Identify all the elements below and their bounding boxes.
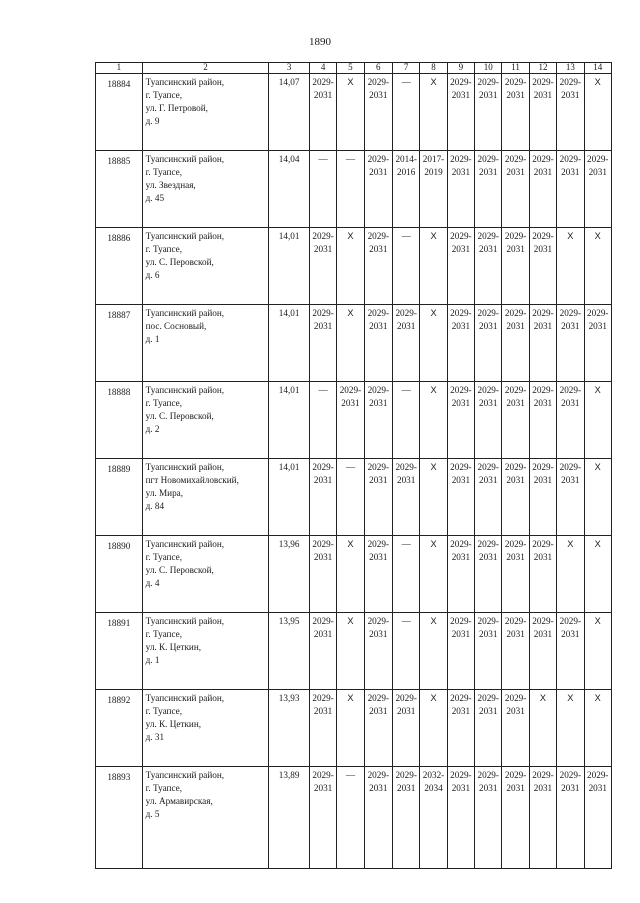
empty-cell bbox=[309, 844, 336, 869]
period-cell-col-7: — bbox=[392, 382, 419, 459]
period-cell-col-8: Х bbox=[420, 613, 447, 690]
period-cell-col-5: 2029-2031 bbox=[337, 382, 364, 459]
period-cell-col-5: Х bbox=[337, 690, 364, 767]
period-cell-col-9: 2029-2031 bbox=[447, 613, 474, 690]
period-cell-col-7: — bbox=[392, 613, 419, 690]
period-cell-col-12: 2029-2031 bbox=[529, 151, 556, 228]
address-line: д. 31 bbox=[145, 732, 165, 742]
address-line: д. 1 bbox=[145, 655, 160, 665]
period-cell-col-12: 2029-2031 bbox=[529, 74, 556, 151]
period-cell-col-12: Х bbox=[529, 690, 556, 767]
empty-cell bbox=[420, 844, 447, 869]
period-cell-col-6: 2029-2031 bbox=[364, 690, 392, 767]
address-line: г. Туапсе, bbox=[145, 629, 183, 639]
period-cell-col-8: Х bbox=[420, 459, 447, 536]
empty-cell bbox=[337, 844, 364, 869]
column-number-9: 9 bbox=[447, 63, 474, 74]
period-cell-col-6: 2029-2031 bbox=[364, 382, 392, 459]
period-cell-col-14: Х bbox=[584, 613, 612, 690]
empty-cell bbox=[557, 844, 584, 869]
area-value: 14,07 bbox=[269, 74, 310, 151]
empty-cell bbox=[502, 844, 529, 869]
address-line: д. 84 bbox=[145, 501, 165, 511]
period-cell-col-8: Х bbox=[420, 305, 447, 382]
table-body bbox=[96, 74, 612, 869]
address-line: д. 9 bbox=[145, 116, 160, 126]
address-line: ул. С. Перовской, bbox=[145, 565, 214, 575]
address-line: д. 6 bbox=[145, 270, 160, 280]
period-cell-col-9: 2029-2031 bbox=[447, 536, 474, 613]
area-value: 14,04 bbox=[269, 151, 310, 228]
column-number-11: 11 bbox=[502, 63, 529, 74]
table-row bbox=[96, 382, 612, 459]
period-cell-col-5: — bbox=[337, 151, 364, 228]
address-cell bbox=[142, 767, 269, 844]
period-cell-col-6: 2029-2031 bbox=[364, 536, 392, 613]
period-cell-col-11: 2029-2031 bbox=[502, 305, 529, 382]
period-cell-col-4: 2029-2031 bbox=[309, 613, 336, 690]
period-cell-col-6: 2029-2031 bbox=[364, 228, 392, 305]
empty-cell bbox=[364, 844, 392, 869]
period-cell-col-5: Х bbox=[337, 228, 364, 305]
empty-cell bbox=[529, 844, 556, 869]
address-line: г. Туапсе, bbox=[145, 398, 183, 408]
period-cell-col-14: Х bbox=[584, 228, 612, 305]
address-line: ул. Г. Петровой, bbox=[145, 103, 208, 113]
period-cell-col-8: Х bbox=[420, 690, 447, 767]
address-line: Туапсинский район, bbox=[145, 231, 225, 241]
period-cell-col-11: 2029-2031 bbox=[502, 382, 529, 459]
table-row bbox=[96, 690, 612, 767]
record-number: 18888 bbox=[96, 382, 143, 459]
table-row bbox=[96, 305, 612, 382]
period-cell-col-8: Х bbox=[420, 382, 447, 459]
period-cell-col-8: Х bbox=[420, 536, 447, 613]
area-value: 14,01 bbox=[269, 228, 310, 305]
period-cell-col-5: — bbox=[337, 767, 364, 844]
address-line: г. Туапсе, bbox=[145, 167, 183, 177]
period-cell-col-7: — bbox=[392, 536, 419, 613]
address-cell bbox=[142, 305, 269, 382]
column-number-6: 6 bbox=[364, 63, 392, 74]
period-cell-col-7: 2029-2031 bbox=[392, 767, 419, 844]
period-cell-col-11: 2029-2031 bbox=[502, 74, 529, 151]
period-cell-col-5: Х bbox=[337, 305, 364, 382]
empty-cell bbox=[475, 844, 502, 869]
column-number-4: 4 bbox=[309, 63, 336, 74]
period-cell-col-10: 2029-2031 bbox=[475, 151, 502, 228]
address-line: г. Туапсе, bbox=[145, 552, 183, 562]
period-cell-col-13: Х bbox=[557, 690, 584, 767]
empty-cell bbox=[142, 844, 269, 869]
column-number-3: 3 bbox=[269, 63, 310, 74]
column-number-7: 7 bbox=[392, 63, 419, 74]
period-cell-col-12: 2029-2031 bbox=[529, 382, 556, 459]
address-line: Туапсинский район, bbox=[145, 308, 225, 318]
period-cell-col-8: 2017-2019 bbox=[420, 151, 447, 228]
column-number-1: 1 bbox=[96, 63, 143, 74]
column-number-12: 12 bbox=[529, 63, 556, 74]
period-cell-col-10: 2029-2031 bbox=[475, 536, 502, 613]
period-cell-col-11: 2029-2031 bbox=[502, 459, 529, 536]
period-cell-col-6: 2029-2031 bbox=[364, 459, 392, 536]
address-line: д. 45 bbox=[145, 193, 165, 203]
address-line: Туапсинский район, bbox=[145, 770, 225, 780]
period-cell-col-9: 2029-2031 bbox=[447, 228, 474, 305]
record-number: 18886 bbox=[96, 228, 143, 305]
period-cell-col-13: 2029-2031 bbox=[557, 767, 584, 844]
record-number: 18893 bbox=[96, 767, 143, 844]
period-cell-col-4: — bbox=[309, 382, 336, 459]
period-cell-col-9: 2029-2031 bbox=[447, 382, 474, 459]
address-line: г. Туапсе, bbox=[145, 706, 183, 716]
period-cell-col-9: 2029-2031 bbox=[447, 690, 474, 767]
area-value: 14,01 bbox=[269, 305, 310, 382]
period-cell-col-4: 2029-2031 bbox=[309, 305, 336, 382]
period-cell-col-13: Х bbox=[557, 228, 584, 305]
address-line: ул. К. Цеткин, bbox=[145, 642, 202, 652]
area-value: 14,01 bbox=[269, 382, 310, 459]
period-cell-col-4: — bbox=[309, 151, 336, 228]
address-cell bbox=[142, 228, 269, 305]
period-cell-col-12: 2029-2031 bbox=[529, 767, 556, 844]
period-cell-col-4: 2029-2031 bbox=[309, 459, 336, 536]
record-number: 18892 bbox=[96, 690, 143, 767]
address-line: ул. Звездная, bbox=[145, 180, 196, 190]
period-cell-col-10: 2029-2031 bbox=[475, 305, 502, 382]
table-row bbox=[96, 228, 612, 305]
period-cell-col-7: — bbox=[392, 228, 419, 305]
address-line: Туапсинский район, bbox=[145, 616, 225, 626]
period-cell-col-4: 2029-2031 bbox=[309, 74, 336, 151]
table-row bbox=[96, 459, 612, 536]
period-cell-col-9: 2029-2031 bbox=[447, 74, 474, 151]
period-cell-col-10: 2029-2031 bbox=[475, 690, 502, 767]
period-cell-col-9: 2029-2031 bbox=[447, 459, 474, 536]
address-cell bbox=[142, 690, 269, 767]
period-cell-col-8: Х bbox=[420, 228, 447, 305]
address-line: г. Туапсе, bbox=[145, 244, 183, 254]
period-cell-col-10: 2029-2031 bbox=[475, 613, 502, 690]
period-cell-col-13: 2029-2031 bbox=[557, 459, 584, 536]
address-line: г. Туапсе, bbox=[145, 90, 183, 100]
table-row bbox=[96, 767, 612, 844]
address-line: Туапсинский район, bbox=[145, 462, 225, 472]
period-cell-col-11: 2029-2031 bbox=[502, 690, 529, 767]
period-cell-col-8: 2032-2034 bbox=[420, 767, 447, 844]
period-cell-col-13: 2029-2031 bbox=[557, 74, 584, 151]
address-line: г. Туапсе, bbox=[145, 783, 183, 793]
period-cell-col-13: 2029-2031 bbox=[557, 305, 584, 382]
period-cell-col-11: 2029-2031 bbox=[502, 536, 529, 613]
period-cell-col-7: 2014-2016 bbox=[392, 151, 419, 228]
record-number: 18890 bbox=[96, 536, 143, 613]
period-cell-col-6: 2029-2031 bbox=[364, 74, 392, 151]
period-cell-col-5: Х bbox=[337, 536, 364, 613]
period-cell-col-14: Х bbox=[584, 536, 612, 613]
period-cell-col-5: — bbox=[337, 459, 364, 536]
record-number: 18885 bbox=[96, 151, 143, 228]
period-cell-col-13: Х bbox=[557, 536, 584, 613]
address-line: д. 2 bbox=[145, 424, 160, 434]
period-cell-col-5: Х bbox=[337, 74, 364, 151]
period-cell-col-10: 2029-2031 bbox=[475, 459, 502, 536]
address-line: д. 4 bbox=[145, 578, 160, 588]
period-cell-col-14: 2029-2031 bbox=[584, 151, 612, 228]
period-cell-col-7: 2029-2031 bbox=[392, 690, 419, 767]
period-cell-col-9: 2029-2031 bbox=[447, 151, 474, 228]
period-cell-col-6: 2029-2031 bbox=[364, 613, 392, 690]
period-cell-col-14: 2029-2031 bbox=[584, 305, 612, 382]
address-line: ул. С. Перовской, bbox=[145, 411, 214, 421]
period-cell-col-8: Х bbox=[420, 74, 447, 151]
address-line: пгт Новомихайловский, bbox=[145, 475, 239, 485]
period-cell-col-11: 2029-2031 bbox=[502, 613, 529, 690]
area-value: 13,95 bbox=[269, 613, 310, 690]
period-cell-col-12: 2029-2031 bbox=[529, 459, 556, 536]
period-cell-col-11: 2029-2031 bbox=[502, 151, 529, 228]
address-line: пос. Сосновый, bbox=[145, 321, 207, 331]
empty-cell bbox=[96, 844, 143, 869]
address-line: д. 1 bbox=[145, 334, 160, 344]
table-row bbox=[96, 536, 612, 613]
period-cell-col-6: 2029-2031 bbox=[364, 305, 392, 382]
period-cell-col-13: 2029-2031 bbox=[557, 382, 584, 459]
address-line: Туапсинский район, bbox=[145, 385, 225, 395]
table-row bbox=[96, 74, 612, 151]
address-cell bbox=[142, 382, 269, 459]
empty-cell bbox=[584, 844, 612, 869]
column-number-2: 2 bbox=[142, 63, 269, 74]
period-cell-col-7: 2029-2031 bbox=[392, 305, 419, 382]
table-row bbox=[96, 151, 612, 228]
area-value: 13,89 bbox=[269, 767, 310, 844]
period-cell-col-10: 2029-2031 bbox=[475, 74, 502, 151]
address-line: Туапсинский район, bbox=[145, 154, 225, 164]
period-cell-col-13: 2029-2031 bbox=[557, 151, 584, 228]
record-number: 18884 bbox=[96, 74, 143, 151]
period-cell-col-9: 2029-2031 bbox=[447, 305, 474, 382]
register-table bbox=[95, 62, 612, 869]
page-number: 1890 bbox=[309, 36, 331, 48]
period-cell-col-12: 2029-2031 bbox=[529, 536, 556, 613]
column-number-5: 5 bbox=[337, 63, 364, 74]
address-line: д. 5 bbox=[145, 809, 160, 819]
address-line: Туапсинский район, bbox=[145, 77, 225, 87]
empty-cell bbox=[447, 844, 474, 869]
period-cell-col-7: — bbox=[392, 74, 419, 151]
period-cell-col-6: 2029-2031 bbox=[364, 151, 392, 228]
area-value: 13,96 bbox=[269, 536, 310, 613]
period-cell-col-5: Х bbox=[337, 613, 364, 690]
period-cell-col-14: Х bbox=[584, 74, 612, 151]
period-cell-col-4: 2029-2031 bbox=[309, 690, 336, 767]
period-cell-col-10: 2029-2031 bbox=[475, 228, 502, 305]
empty-cell bbox=[392, 844, 419, 869]
period-cell-col-6: 2029-2031 bbox=[364, 767, 392, 844]
empty-cell bbox=[269, 844, 310, 869]
period-cell-col-7: 2029-2031 bbox=[392, 459, 419, 536]
table-continuation bbox=[96, 844, 612, 869]
period-cell-col-10: 2029-2031 bbox=[475, 767, 502, 844]
address-cell bbox=[142, 74, 269, 151]
area-value: 14,01 bbox=[269, 459, 310, 536]
period-cell-col-14: Х bbox=[584, 690, 612, 767]
period-cell-col-9: 2029-2031 bbox=[447, 767, 474, 844]
period-cell-col-12: 2029-2031 bbox=[529, 305, 556, 382]
address-cell bbox=[142, 613, 269, 690]
address-cell bbox=[142, 459, 269, 536]
address-line: ул. К. Цеткин, bbox=[145, 719, 202, 729]
column-number-10: 10 bbox=[475, 63, 502, 74]
period-cell-col-4: 2029-2031 bbox=[309, 536, 336, 613]
record-number: 18887 bbox=[96, 305, 143, 382]
address-line: ул. Армавирская, bbox=[145, 796, 213, 806]
period-cell-col-4: 2029-2031 bbox=[309, 767, 336, 844]
period-cell-col-11: 2029-2031 bbox=[502, 767, 529, 844]
period-cell-col-14: 2029-2031 bbox=[584, 767, 612, 844]
period-cell-col-13: 2029-2031 bbox=[557, 613, 584, 690]
address-line: Туапсинский район, bbox=[145, 693, 225, 703]
column-number-14: 14 bbox=[584, 63, 612, 74]
address-line: Туапсинский район, bbox=[145, 539, 225, 549]
address-line: ул. Мира, bbox=[145, 488, 184, 498]
period-cell-col-12: 2029-2031 bbox=[529, 228, 556, 305]
period-cell-col-14: Х bbox=[584, 382, 612, 459]
area-value: 13,93 bbox=[269, 690, 310, 767]
address-cell bbox=[142, 536, 269, 613]
address-cell bbox=[142, 151, 269, 228]
period-cell-col-14: Х bbox=[584, 459, 612, 536]
column-number-row bbox=[96, 63, 612, 74]
column-number-8: 8 bbox=[420, 63, 447, 74]
period-cell-col-10: 2029-2031 bbox=[475, 382, 502, 459]
table-row bbox=[96, 613, 612, 690]
period-cell-col-4: 2029-2031 bbox=[309, 228, 336, 305]
record-number: 18891 bbox=[96, 613, 143, 690]
period-cell-col-12: 2029-2031 bbox=[529, 613, 556, 690]
period-cell-col-11: 2029-2031 bbox=[502, 228, 529, 305]
address-line: ул. С. Перовской, bbox=[145, 257, 214, 267]
record-number: 18889 bbox=[96, 459, 143, 536]
column-number-13: 13 bbox=[557, 63, 584, 74]
